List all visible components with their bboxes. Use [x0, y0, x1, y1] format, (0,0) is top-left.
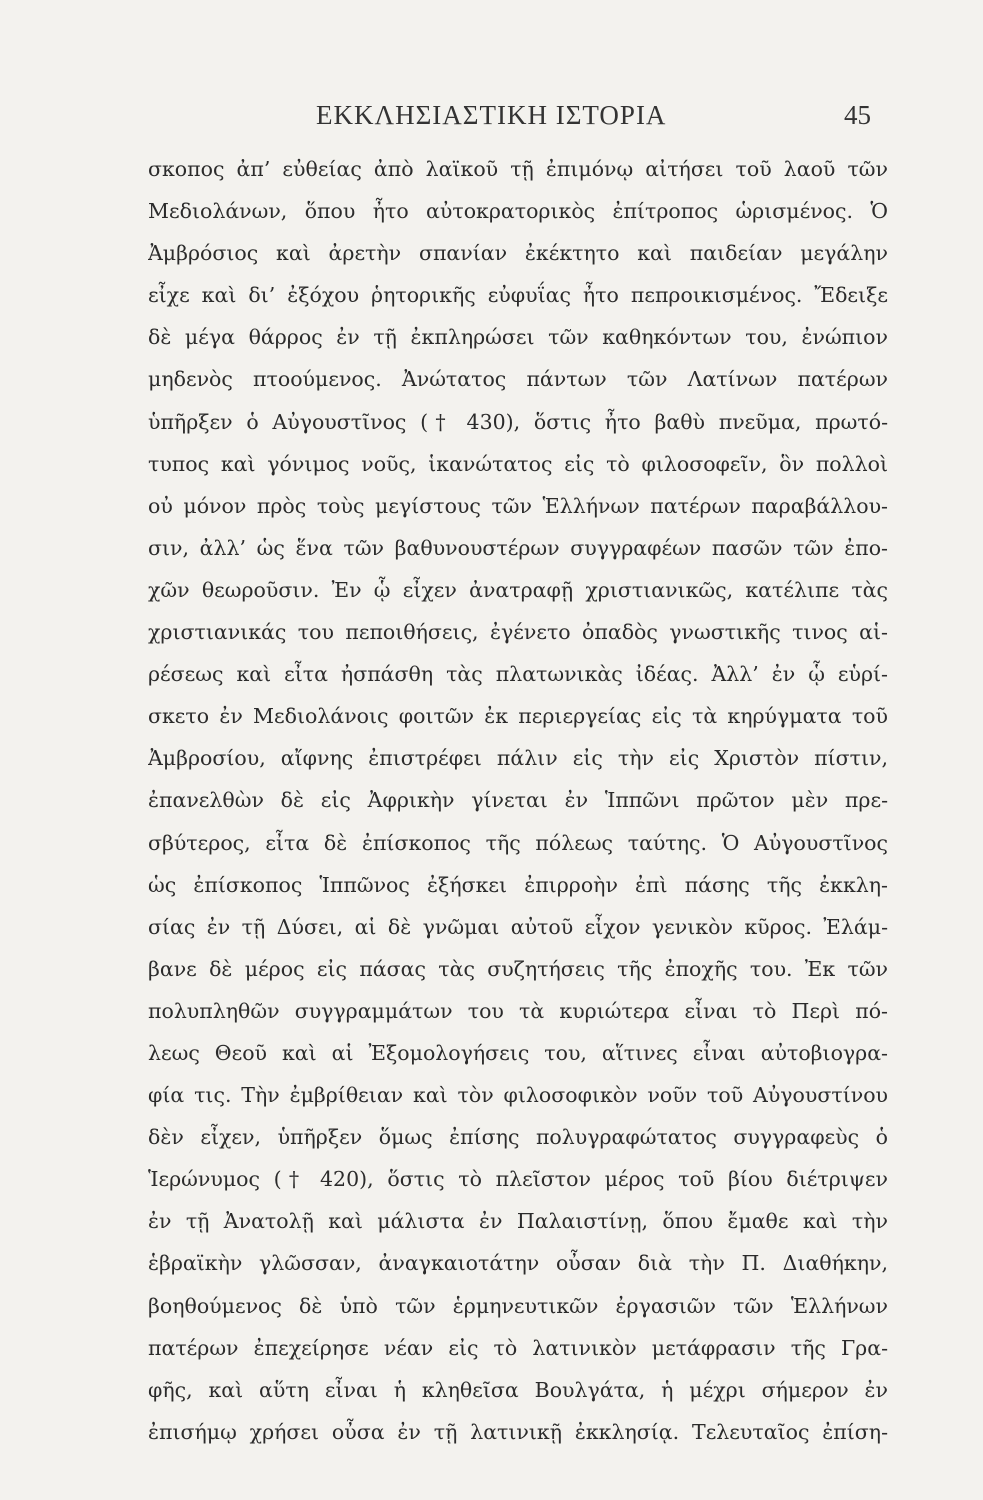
- text-line-6: μηδενὸς πτοούμενος. Ἀνώτατος πάντων τῶν Λατίνων πατέρων: [148, 367, 888, 392]
- text-line-31: ἐπισήμῳ χρήσει οὖσα ἐν τῇ λατινικῇ ἐκκλησίᾳ. Τελευταῖος ἐπίση-: [148, 1419, 888, 1444]
- text-line-25: Ἱερώνυμος († 420), ὅστις τὸ πλεῖστον μέρος τοῦ βίου διέτριψεν: [148, 1167, 888, 1192]
- text-line-7: ὑπῆρξεν ὁ Αὐγουστῖνος († 430), ὅστις ἦτο βαθὺ πνεῦμα, πρωτό-: [148, 409, 888, 434]
- text-line-2: Μεδιολάνων, ὅπου ἦτο αὐτοκρατορικὸς ἐπίτροπος ὡρισμένος. Ὁ: [148, 199, 888, 224]
- text-line-22: λεως Θεοῦ καὶ αἱ Ἐξομολογήσεις του, αἵτινες εἶναι αὐτοβιογρα-: [148, 1040, 888, 1065]
- text-line-9: οὐ μόνον πρὸς τοὺς μεγίστους τῶν Ἑλλήνων πατέρων παραβάλλου-: [148, 493, 888, 518]
- text-line-15: Ἀμβροσίου, αἴφνης ἐπιστρέφει πάλιν εἰς τὴν εἰς Χριστὸν πίστιν,: [148, 746, 888, 771]
- text-line-17: σβύτερος, εἶτα δὲ ἐπίσκοπος τῆς πόλεως ταύτης. Ὁ Αὐγουστῖνος: [148, 830, 888, 855]
- text-line-3: Ἀμβρόσιος καὶ ἀρετὴν σπανίαν ἐκέκτητο καὶ παιδείαν μεγάλην: [148, 241, 888, 266]
- text-line-29: πατέρων ἐπεχείρησε νέαν εἰς τὸ λατινικὸν μετάφρασιν τῆς Γρα-: [148, 1335, 888, 1360]
- text-line-23: φία τις. Τὴν ἐμβρίθειαν καὶ τὸν φιλοσοφικὸν νοῦν τοῦ Αὐγουστίνου: [148, 1083, 888, 1108]
- text-line-11: χῶν θεωροῦσιν. Ἐν ᾧ εἶχεν ἀνατραφῇ χριστιανικῶς, κατέλιπε τὰς: [148, 577, 888, 602]
- text-line-16: ἐπανελθὼν δὲ εἰς Ἀφρικὴν γίνεται ἐν Ἱππῶνι πρῶτον μὲν πρε-: [148, 788, 888, 813]
- text-line-26: ἐν τῇ Ἀνατολῇ καὶ μάλιστα ἐν Παλαιστίνῃ, ὅπου ἔμαθε καὶ τὴν: [148, 1209, 888, 1234]
- body-text: [148, 148, 888, 1453]
- text-line-10: σιν, ἀλλ’ ὡς ἕνα τῶν βαθυνουστέρων συγγραφέων πασῶν τῶν ἐπο-: [148, 535, 888, 560]
- text-line-5: δὲ μέγα θάρρος ἐν τῇ ἐκπληρώσει τῶν καθηκόντων του, ἐνώπιον: [148, 325, 888, 350]
- text-line-30: φῆς, καὶ αὕτη εἶναι ἡ κληθεῖσα Βουλγάτα, ἡ μέχρι σήμερον ἐν: [148, 1377, 888, 1402]
- text-line-18: ὡς ἐπίσκοπος Ἱππῶνος ἐξήσκει ἐπιρροὴν ἐπὶ πάσης τῆς ἐκκλη-: [148, 872, 888, 897]
- text-line-12: χριστιανικάς του πεποιθήσεις, ἐγένετο ὀπαδὸς γνωστικῆς τινος αἱ-: [148, 620, 888, 645]
- text-line-1: σκοπος ἀπ’ εὐθείας ἀπὸ λαϊκοῦ τῇ ἐπιμόνῳ αἰτήσει τοῦ λαοῦ τῶν: [148, 157, 888, 181]
- text-line-8: τυπος καὶ γόνιμος νοῦς, ἱκανώτατος εἰς τὸ φιλοσοφεῖν, ὃν πολλοὶ: [148, 451, 888, 476]
- text-line-21: πολυπληθῶν συγγραμμάτων του τὰ κυριώτερα εἶναι τὸ Περὶ πό-: [148, 998, 888, 1023]
- text-line-27: ἑβραϊκὴν γλῶσσαν, ἀναγκαιοτάτην οὖσαν διὰ τὴν Π. Διαθήκην,: [148, 1251, 888, 1276]
- text-line-19: σίας ἐν τῇ Δύσει, αἱ δὲ γνῶμαι αὐτοῦ εἶχον γενικὸν κῦρος. Ἐλάμ-: [148, 914, 888, 939]
- text-line-24: δὲν εἶχεν, ὑπῆρξεν ὅμως ἐπίσης πολυγραφώτατος συγγραφεὺς ὁ: [148, 1125, 888, 1150]
- text-line-28: βοηθούμενος δὲ ὑπὸ τῶν ἑρμηνευτικῶν ἐργασιῶν τῶν Ἑλλήνων: [148, 1293, 888, 1318]
- text-line-20: βανε δὲ μέρος εἰς πάσας τὰς συζητήσεις τῆς ἐποχῆς του. Ἐκ τῶν: [148, 956, 888, 981]
- text-line-4: εἶχε καὶ δι’ ἐξόχου ῥητορικῆς εὐφυΐας ἦτο πεπροικισμένος. Ἔδειξε: [148, 283, 888, 308]
- page-number: 45: [844, 100, 871, 130]
- text-line-13: ρέσεως καὶ εἶτα ἠσπάσθη τὰς πλατωνικὰς ἰδέας. Ἀλλ’ ἐν ᾧ εὑρί-: [148, 662, 888, 687]
- text-line-14: σκετο ἐν Μεδιολάνοις φοιτῶν ἐκ περιεργείας εἰς τὰ κηρύγματα τοῦ: [148, 704, 888, 729]
- running-title: ΕΚΚΛΗΣΙΑΣΤΙΚΗ ΙΣΤΟΡΙΑ: [316, 100, 667, 130]
